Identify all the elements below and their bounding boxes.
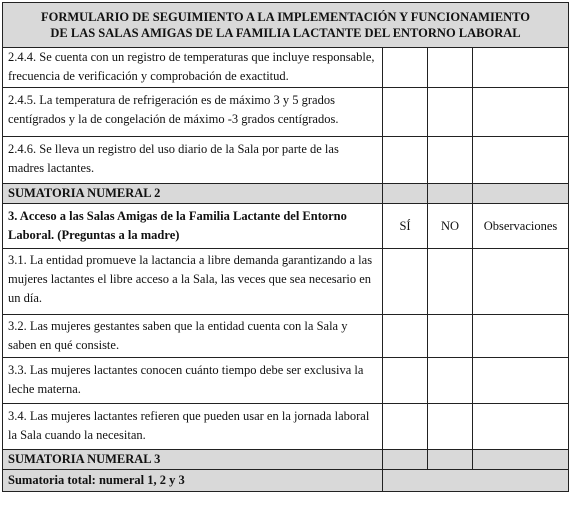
total-cell [383, 470, 569, 492]
yes-cell[interactable] [383, 88, 428, 137]
column-header-no: NO [428, 204, 473, 249]
total-row [3, 470, 569, 492]
summary-cell [473, 450, 569, 470]
no-cell[interactable] [428, 48, 473, 88]
yes-cell[interactable] [383, 137, 428, 184]
table-row [3, 137, 569, 184]
summary-cell [383, 184, 428, 204]
no-cell[interactable] [428, 137, 473, 184]
form-title-line-2: DE LAS SALAS AMIGAS DE LA FAMILIA LACTANTE DEL ENTORNO LABORAL [50, 26, 521, 40]
table-row [3, 249, 569, 315]
no-cell[interactable] [428, 358, 473, 404]
summary-numeral-2-label: SUMATORIA NUMERAL 2 [3, 184, 383, 204]
criterion-2-4-4: 2.4.4. Se cuenta con un registro de temperaturas que incluye responsable, frecuencia de verificación y comprobación de exactitud. [3, 48, 383, 88]
followup-form-table [2, 2, 569, 492]
table-row [3, 404, 569, 450]
yes-cell[interactable] [383, 358, 428, 404]
yes-cell[interactable] [383, 315, 428, 358]
yes-cell[interactable] [383, 404, 428, 450]
no-cell[interactable] [428, 249, 473, 315]
observations-cell[interactable] [473, 404, 569, 450]
no-cell[interactable] [428, 315, 473, 358]
table-row [3, 315, 569, 358]
total-summary-label: Sumatoria total: numeral 1, 2 y 3 [3, 470, 383, 492]
criterion-2-4-6: 2.4.6. Se lleva un registro del uso diario de la Sala por parte de las madres lactantes. [3, 137, 383, 184]
summary-cell [428, 184, 473, 204]
criterion-3-2: 3.2. Las mujeres gestantes saben que la entidad cuenta con la Sala y saben en qué consiste. [3, 315, 383, 358]
column-header-yes: SÍ [383, 204, 428, 249]
summary-cell [383, 450, 428, 470]
observations-cell[interactable] [473, 249, 569, 315]
criterion-3-1: 3.1. La entidad promueve la lactancia a libre demanda garantizando a las mujeres lactantes el libre acceso a la Sala, las veces que sea necesario en un día. [3, 249, 383, 315]
section-3-title: 3. Acceso a las Salas Amigas de la Familia Lactante del Entorno Laboral. (Preguntas a la madre) [3, 204, 383, 249]
summary-cell [473, 184, 569, 204]
criterion-3-4: 3.4. Las mujeres lactantes refieren que pueden usar en la jornada laboral la Sala cuando la necesitan. [3, 404, 383, 450]
summary-numeral-3-label: SUMATORIA NUMERAL 3 [3, 450, 383, 470]
table-row [3, 88, 569, 137]
criterion-2-4-5: 2.4.5. La temperatura de refrigeración es de máximo 3 y 5 grados centígrados y la de congelación de máximo -3 grados centígrados. [3, 88, 383, 137]
yes-cell[interactable] [383, 48, 428, 88]
summary-row-2 [3, 184, 569, 204]
table-row [3, 358, 569, 404]
no-cell[interactable] [428, 404, 473, 450]
observations-cell[interactable] [473, 137, 569, 184]
form-title-row [3, 3, 569, 48]
criterion-3-3: 3.3. Las mujeres lactantes conocen cuánto tiempo debe ser exclusiva la leche materna. [3, 358, 383, 404]
yes-cell[interactable] [383, 249, 428, 315]
observations-cell[interactable] [473, 88, 569, 137]
form-title [3, 3, 569, 48]
observations-cell[interactable] [473, 48, 569, 88]
section-3-header-row [3, 204, 569, 249]
summary-row-3 [3, 450, 569, 470]
summary-cell [428, 450, 473, 470]
column-header-observations: Observaciones [473, 204, 569, 249]
observations-cell[interactable] [473, 358, 569, 404]
no-cell[interactable] [428, 88, 473, 137]
form-title-line-1: FORMULARIO DE SEGUIMIENTO A LA IMPLEMENTACIÓN Y FUNCIONAMIENTO [40, 10, 531, 24]
observations-cell[interactable] [473, 315, 569, 358]
table-row [3, 48, 569, 88]
